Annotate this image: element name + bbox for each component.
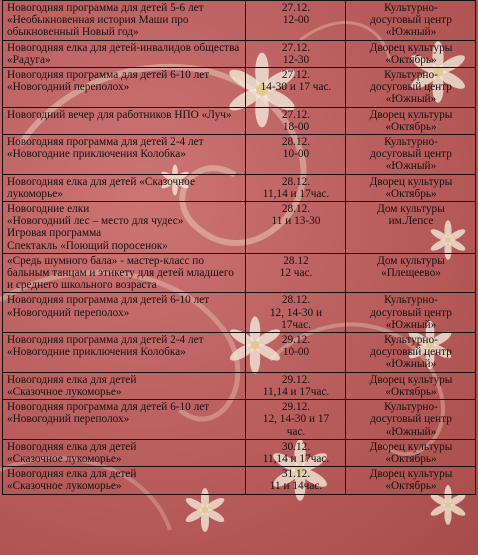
venue-cell: Дворец культуры «Октябрь» xyxy=(346,40,476,67)
table-row xyxy=(3,202,476,254)
event-cell: Новогодняя елка для детей «Сказочное лукоморье» xyxy=(3,467,246,494)
venue-cell: Культурно- досуговый центр «Южный» xyxy=(346,1,476,41)
venue-cell: Культурно- досуговый центр «Южный» xyxy=(346,293,476,333)
venue-cell: Дворец культуры «Октябрь» xyxy=(346,107,476,134)
time-cell: 28.12. 11 и 13-30 xyxy=(246,202,346,254)
event-cell: Новогодняя елка для детей «Сказочное лукоморье» xyxy=(3,174,246,201)
table-row xyxy=(3,107,476,134)
table-row xyxy=(3,1,476,41)
time-cell: 27.12. 12-00 xyxy=(246,1,346,41)
schedule-body xyxy=(3,1,476,495)
table-row xyxy=(3,467,476,494)
event-cell: Новогодняя елка для детей «Сказочное лукоморье» xyxy=(3,439,246,466)
table-row xyxy=(3,174,476,201)
venue-cell: Дворец культуры «Октябрь» xyxy=(346,372,476,399)
venue-cell: Культурно- досуговый центр «Южный» xyxy=(346,68,476,108)
venue-cell: Культурно- досуговый центр «Южный» xyxy=(346,333,476,373)
time-cell: 29.12. 11,14 и 17час. xyxy=(246,372,346,399)
event-cell: Новогодний вечер для работников НПО «Луч» xyxy=(3,107,246,134)
time-cell: 27.12. 18-00 xyxy=(246,107,346,134)
venue-cell: Культурно- досуговый центр «Южный» xyxy=(346,135,476,175)
event-cell: Новогодняя елка для детей-инвалидов общества «Радуга» xyxy=(3,40,246,67)
venue-cell: Дом культуры «Плещеево» xyxy=(346,253,476,293)
time-cell: 30.12. 11,14 и 17час. xyxy=(246,439,346,466)
table-row xyxy=(3,293,476,333)
event-cell: Новогодняя программа для детей 6-10 лет «Новогодний переполох» xyxy=(3,400,246,440)
event-cell: Новогодняя программа для детей 6-10 лет «Новогодний переполох» xyxy=(3,68,246,108)
venue-cell: Дворец культуры «Октябрь» xyxy=(346,467,476,494)
event-cell: Новогодняя елка для детей «Сказочное лукоморье» xyxy=(3,372,246,399)
time-cell: 28.12. 11,14 и 17час. xyxy=(246,174,346,201)
time-cell: 28.12. 10-00 xyxy=(246,135,346,175)
event-cell: Новогодние елки «Новогодний лес – место для чудес» Игровая программа Спектакль «Поющий поросенок» xyxy=(3,202,246,254)
table-row xyxy=(3,40,476,67)
event-cell: Новогодняя программа для детей 2-4 лет «Новогодние приключения Колобка» xyxy=(3,333,246,373)
time-cell: 28.12. 12, 14-30 и 17час. xyxy=(246,293,346,333)
table-row xyxy=(3,68,476,108)
time-cell: 27.12. 14-30 и 17 час. xyxy=(246,68,346,108)
venue-cell: Дворец культуры «Октябрь» xyxy=(346,174,476,201)
venue-cell: Дом культуры им.Лепсе xyxy=(346,202,476,254)
time-cell: 31.12. 11 и 14час. xyxy=(246,467,346,494)
time-cell: 29.12. 10-00 xyxy=(246,333,346,373)
venue-cell: Культурно- досуговый центр «Южный» xyxy=(346,400,476,440)
table-row xyxy=(3,135,476,175)
table-row xyxy=(3,439,476,466)
table-row xyxy=(3,333,476,373)
time-cell: 29.12. 12, 14-30 и 17 час. xyxy=(246,400,346,440)
event-cell: Новогодняя программа для детей 6-10 лет «Новогодний переполох» xyxy=(3,293,246,333)
time-cell: 27.12. 12-30 xyxy=(246,40,346,67)
table-row xyxy=(3,372,476,399)
event-cell: Новогодняя программа для детей 2-4 лет «Новогодние приключения Колобка» xyxy=(3,135,246,175)
events-schedule-table xyxy=(2,0,476,495)
table-row xyxy=(3,253,476,293)
table-row xyxy=(3,400,476,440)
event-cell: Новогодняя программа для детей 5-6 лет «Необыкновенная история Маши про обыкновенный Новый год» xyxy=(3,1,246,41)
event-cell: «Средь шумного бала» - мастер-класс по бальным танцам и этикету для детей младшего и среднего школьного возраста xyxy=(3,253,246,293)
venue-cell: Дворец культуры «Октябрь» xyxy=(346,439,476,466)
time-cell: 28.12 12 час. xyxy=(246,253,346,293)
